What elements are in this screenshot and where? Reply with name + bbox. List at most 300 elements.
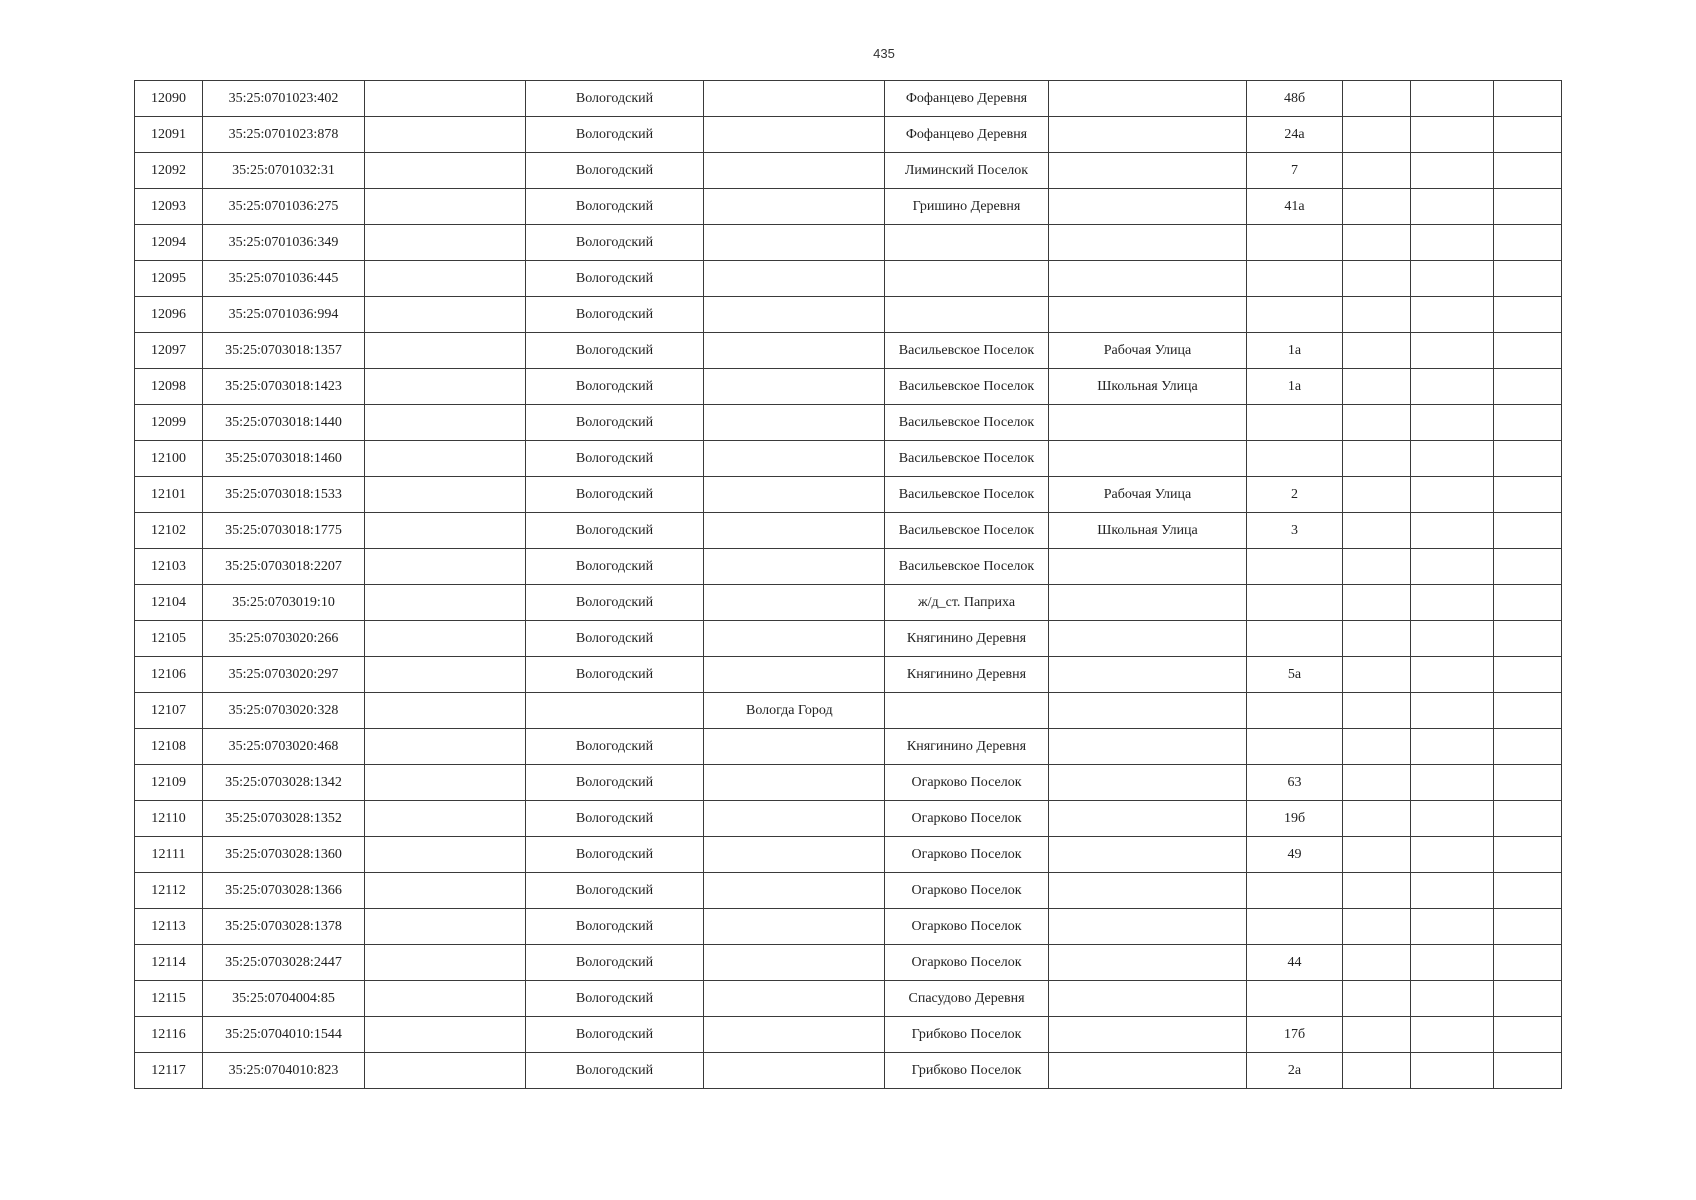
district-cell: Вологодский (526, 297, 704, 333)
empty-cell (1343, 441, 1411, 477)
house-number-cell (1247, 225, 1343, 261)
house-number-cell (1247, 729, 1343, 765)
locality-cell: Огарково Поселок (885, 801, 1049, 837)
table-row (135, 549, 1562, 585)
town-cell (704, 513, 885, 549)
street-cell: Рабочая Улица (1049, 477, 1247, 513)
locality-cell (885, 261, 1049, 297)
empty-cell (1343, 945, 1411, 981)
locality-cell: Княгинино Деревня (885, 657, 1049, 693)
table-row (135, 405, 1562, 441)
empty-cell (1494, 873, 1562, 909)
district-cell: Вологодский (526, 441, 704, 477)
empty-cell (1343, 621, 1411, 657)
empty-cell (365, 837, 526, 873)
empty-cell (1343, 369, 1411, 405)
locality-cell: Огарково Поселок (885, 837, 1049, 873)
row-number-cell: 12094 (135, 225, 203, 261)
cadastral-number-cell: 35:25:0703020:266 (203, 621, 365, 657)
town-cell (704, 441, 885, 477)
empty-cell (1494, 585, 1562, 621)
district-cell: Вологодский (526, 1017, 704, 1053)
street-cell (1049, 729, 1247, 765)
house-number-cell: 5а (1247, 657, 1343, 693)
town-cell (704, 189, 885, 225)
empty-cell (1343, 837, 1411, 873)
table-row (135, 693, 1562, 729)
house-number-cell: 1а (1247, 369, 1343, 405)
empty-cell (1343, 81, 1411, 117)
empty-cell (1343, 765, 1411, 801)
empty-cell (1494, 81, 1562, 117)
table-row (135, 585, 1562, 621)
street-cell (1049, 189, 1247, 225)
row-number-cell: 12092 (135, 153, 203, 189)
empty-cell (1411, 513, 1494, 549)
house-number-cell (1247, 405, 1343, 441)
empty-cell (1411, 693, 1494, 729)
empty-cell (1494, 909, 1562, 945)
house-number-cell: 3 (1247, 513, 1343, 549)
empty-cell (1343, 1053, 1411, 1089)
street-cell (1049, 549, 1247, 585)
empty-cell (365, 765, 526, 801)
street-cell: Рабочая Улица (1049, 333, 1247, 369)
house-number-cell: 49 (1247, 837, 1343, 873)
cadastral-number-cell: 35:25:0703020:468 (203, 729, 365, 765)
row-number-cell: 12114 (135, 945, 203, 981)
town-cell (704, 801, 885, 837)
district-cell: Вологодский (526, 405, 704, 441)
row-number-cell: 12104 (135, 585, 203, 621)
locality-cell: Васильевское Поселок (885, 477, 1049, 513)
empty-cell (1494, 513, 1562, 549)
row-number-cell: 12116 (135, 1017, 203, 1053)
table-row (135, 657, 1562, 693)
row-number-cell: 12100 (135, 441, 203, 477)
locality-cell: Огарково Поселок (885, 873, 1049, 909)
town-cell (704, 945, 885, 981)
empty-cell (365, 333, 526, 369)
district-cell: Вологодский (526, 189, 704, 225)
empty-cell (365, 405, 526, 441)
locality-cell: Фофанцево Деревня (885, 81, 1049, 117)
cadastral-number-cell: 35:25:0703028:2447 (203, 945, 365, 981)
empty-cell (1494, 837, 1562, 873)
empty-cell (365, 657, 526, 693)
street-cell (1049, 297, 1247, 333)
cadastral-number-cell: 35:25:0703018:1533 (203, 477, 365, 513)
house-number-cell (1247, 909, 1343, 945)
empty-cell (1494, 117, 1562, 153)
empty-cell (1411, 945, 1494, 981)
empty-cell (1494, 765, 1562, 801)
district-cell: Вологодский (526, 261, 704, 297)
empty-cell (1411, 873, 1494, 909)
empty-cell (1494, 153, 1562, 189)
empty-cell (365, 1053, 526, 1089)
town-cell (704, 261, 885, 297)
district-cell: Вологодский (526, 513, 704, 549)
locality-cell: Огарково Поселок (885, 909, 1049, 945)
empty-cell (365, 945, 526, 981)
empty-cell (1343, 657, 1411, 693)
district-cell: Вологодский (526, 945, 704, 981)
empty-cell (1411, 765, 1494, 801)
locality-cell: Васильевское Поселок (885, 441, 1049, 477)
town-cell (704, 621, 885, 657)
empty-cell (1494, 981, 1562, 1017)
table-body (135, 81, 1562, 1089)
table-row (135, 1053, 1562, 1089)
empty-cell (1343, 189, 1411, 225)
street-cell (1049, 837, 1247, 873)
street-cell (1049, 261, 1247, 297)
town-cell (704, 153, 885, 189)
row-number-cell: 12112 (135, 873, 203, 909)
locality-cell: Грибково Поселок (885, 1053, 1049, 1089)
house-number-cell: 24а (1247, 117, 1343, 153)
town-cell (704, 729, 885, 765)
street-cell (1049, 1017, 1247, 1053)
row-number-cell: 12093 (135, 189, 203, 225)
district-cell: Вологодский (526, 765, 704, 801)
town-cell (704, 477, 885, 513)
empty-cell (1411, 297, 1494, 333)
district-cell: Вологодский (526, 801, 704, 837)
empty-cell (1411, 405, 1494, 441)
town-cell (704, 549, 885, 585)
house-number-cell: 2а (1247, 1053, 1343, 1089)
house-number-cell: 41а (1247, 189, 1343, 225)
table-row (135, 621, 1562, 657)
locality-cell: Фофанцево Деревня (885, 117, 1049, 153)
district-cell: Вологодский (526, 981, 704, 1017)
empty-cell (1343, 333, 1411, 369)
cadastral-number-cell: 35:25:0701036:349 (203, 225, 365, 261)
street-cell (1049, 945, 1247, 981)
district-cell: Вологодский (526, 1053, 704, 1089)
table-row (135, 369, 1562, 405)
street-cell (1049, 117, 1247, 153)
district-cell: Вологодский (526, 585, 704, 621)
row-number-cell: 12108 (135, 729, 203, 765)
row-number-cell: 12095 (135, 261, 203, 297)
empty-cell (1411, 153, 1494, 189)
town-cell (704, 225, 885, 261)
locality-cell: Княгинино Деревня (885, 621, 1049, 657)
street-cell (1049, 873, 1247, 909)
house-number-cell (1247, 261, 1343, 297)
empty-cell (365, 81, 526, 117)
table-row (135, 837, 1562, 873)
cadastral-number-cell: 35:25:0701023:402 (203, 81, 365, 117)
empty-cell (1343, 549, 1411, 585)
house-number-cell: 7 (1247, 153, 1343, 189)
table-row (135, 117, 1562, 153)
empty-cell (365, 513, 526, 549)
cadastral-number-cell: 35:25:0703019:10 (203, 585, 365, 621)
table-row (135, 981, 1562, 1017)
empty-cell (365, 153, 526, 189)
table-row (135, 945, 1562, 981)
locality-cell: ж/д_ст. Паприха (885, 585, 1049, 621)
empty-cell (1411, 657, 1494, 693)
district-cell: Вологодский (526, 477, 704, 513)
locality-cell: Огарково Поселок (885, 765, 1049, 801)
empty-cell (365, 261, 526, 297)
town-cell (704, 117, 885, 153)
empty-cell (1411, 909, 1494, 945)
table-row (135, 225, 1562, 261)
row-number-cell: 12106 (135, 657, 203, 693)
cadastral-number-cell: 35:25:0703018:1440 (203, 405, 365, 441)
house-number-cell: 48б (1247, 81, 1343, 117)
cadastral-number-cell: 35:25:0703028:1366 (203, 873, 365, 909)
district-cell: Вологодский (526, 225, 704, 261)
row-number-cell: 12103 (135, 549, 203, 585)
table-row (135, 333, 1562, 369)
empty-cell (365, 621, 526, 657)
table-row (135, 801, 1562, 837)
table-row (135, 153, 1562, 189)
locality-cell: Васильевское Поселок (885, 513, 1049, 549)
cadastral-number-cell: 35:25:0701036:445 (203, 261, 365, 297)
cadastral-number-cell: 35:25:0703018:1423 (203, 369, 365, 405)
empty-cell (1411, 261, 1494, 297)
locality-cell: Лиминский Поселок (885, 153, 1049, 189)
row-number-cell: 12113 (135, 909, 203, 945)
locality-cell: Огарково Поселок (885, 945, 1049, 981)
empty-cell (1343, 729, 1411, 765)
street-cell (1049, 765, 1247, 801)
empty-cell (1494, 549, 1562, 585)
locality-cell: Васильевское Поселок (885, 405, 1049, 441)
district-cell: Вологодский (526, 369, 704, 405)
empty-cell (1343, 513, 1411, 549)
locality-cell: Васильевское Поселок (885, 549, 1049, 585)
locality-cell: Княгинино Деревня (885, 729, 1049, 765)
street-cell (1049, 693, 1247, 729)
locality-cell: Спасудово Деревня (885, 981, 1049, 1017)
empty-cell (1411, 837, 1494, 873)
cadastral-number-cell: 35:25:0703020:297 (203, 657, 365, 693)
cadastral-number-cell: 35:25:0703018:2207 (203, 549, 365, 585)
cadastral-number-cell: 35:25:0703028:1360 (203, 837, 365, 873)
cadastral-number-cell: 35:25:0704010:1544 (203, 1017, 365, 1053)
town-cell (704, 909, 885, 945)
row-number-cell: 12101 (135, 477, 203, 513)
cadastral-number-cell: 35:25:0703028:1352 (203, 801, 365, 837)
row-number-cell: 12102 (135, 513, 203, 549)
town-cell (704, 81, 885, 117)
house-number-cell (1247, 297, 1343, 333)
district-cell: Вологодский (526, 81, 704, 117)
row-number-cell: 12105 (135, 621, 203, 657)
empty-cell (1494, 333, 1562, 369)
empty-cell (1411, 801, 1494, 837)
row-number-cell: 12096 (135, 297, 203, 333)
table-row (135, 765, 1562, 801)
district-cell: Вологодский (526, 729, 704, 765)
house-number-cell (1247, 981, 1343, 1017)
district-cell: Вологодский (526, 621, 704, 657)
empty-cell (1343, 801, 1411, 837)
empty-cell (1343, 225, 1411, 261)
empty-cell (365, 729, 526, 765)
property-register-table (134, 80, 1562, 1089)
empty-cell (365, 909, 526, 945)
cadastral-number-cell: 35:25:0703020:328 (203, 693, 365, 729)
empty-cell (1411, 981, 1494, 1017)
empty-cell (1411, 189, 1494, 225)
empty-cell (1343, 873, 1411, 909)
table-row (135, 261, 1562, 297)
empty-cell (365, 585, 526, 621)
empty-cell (1411, 441, 1494, 477)
empty-cell (1494, 1017, 1562, 1053)
district-cell: Вологодский (526, 837, 704, 873)
empty-cell (1411, 477, 1494, 513)
empty-cell (1494, 693, 1562, 729)
street-cell (1049, 225, 1247, 261)
empty-cell (1494, 945, 1562, 981)
cadastral-number-cell: 35:25:0701036:275 (203, 189, 365, 225)
empty-cell (365, 117, 526, 153)
cadastral-number-cell: 35:25:0701023:878 (203, 117, 365, 153)
town-cell (704, 297, 885, 333)
empty-cell (1343, 477, 1411, 513)
town-cell (704, 1053, 885, 1089)
house-number-cell (1247, 441, 1343, 477)
row-number-cell: 12117 (135, 1053, 203, 1089)
house-number-cell (1247, 621, 1343, 657)
empty-cell (365, 441, 526, 477)
empty-cell (1411, 1053, 1494, 1089)
empty-cell (1494, 405, 1562, 441)
district-cell: Вологодский (526, 153, 704, 189)
town-cell (704, 585, 885, 621)
row-number-cell: 12097 (135, 333, 203, 369)
district-cell: Вологодский (526, 657, 704, 693)
empty-cell (1494, 261, 1562, 297)
empty-cell (1494, 729, 1562, 765)
empty-cell (1343, 693, 1411, 729)
empty-cell (365, 549, 526, 585)
table-row (135, 873, 1562, 909)
empty-cell (1494, 441, 1562, 477)
empty-cell (1494, 189, 1562, 225)
row-number-cell: 12109 (135, 765, 203, 801)
locality-cell (885, 225, 1049, 261)
town-cell (704, 333, 885, 369)
row-number-cell: 12107 (135, 693, 203, 729)
cadastral-number-cell: 35:25:0703018:1357 (203, 333, 365, 369)
table-row (135, 441, 1562, 477)
house-number-cell: 19б (1247, 801, 1343, 837)
street-cell (1049, 621, 1247, 657)
locality-cell: Гришино Деревня (885, 189, 1049, 225)
cadastral-number-cell: 35:25:0703028:1342 (203, 765, 365, 801)
street-cell (1049, 441, 1247, 477)
table-row (135, 189, 1562, 225)
empty-cell (1343, 153, 1411, 189)
table-row (135, 297, 1562, 333)
empty-cell (1343, 405, 1411, 441)
row-number-cell: 12115 (135, 981, 203, 1017)
empty-cell (365, 1017, 526, 1053)
cadastral-number-cell: 35:25:0701036:994 (203, 297, 365, 333)
town-cell (704, 981, 885, 1017)
row-number-cell: 12099 (135, 405, 203, 441)
empty-cell (1494, 225, 1562, 261)
locality-cell: Васильевское Поселок (885, 333, 1049, 369)
town-cell (704, 405, 885, 441)
district-cell: Вологодский (526, 117, 704, 153)
empty-cell (1411, 225, 1494, 261)
empty-cell (1494, 657, 1562, 693)
empty-cell (1411, 621, 1494, 657)
town-cell (704, 657, 885, 693)
street-cell (1049, 81, 1247, 117)
town-cell (704, 873, 885, 909)
row-number-cell: 12110 (135, 801, 203, 837)
locality-cell (885, 297, 1049, 333)
empty-cell (1411, 729, 1494, 765)
street-cell (1049, 1053, 1247, 1089)
town-cell (704, 1017, 885, 1053)
empty-cell (365, 801, 526, 837)
house-number-cell: 17б (1247, 1017, 1343, 1053)
empty-cell (1343, 1017, 1411, 1053)
town-cell (704, 837, 885, 873)
empty-cell (1411, 81, 1494, 117)
street-cell (1049, 909, 1247, 945)
empty-cell (1411, 117, 1494, 153)
town-cell (704, 369, 885, 405)
district-cell: Вологодский (526, 333, 704, 369)
street-cell (1049, 585, 1247, 621)
empty-cell (1343, 909, 1411, 945)
page-number: 435 (873, 46, 895, 61)
house-number-cell: 1а (1247, 333, 1343, 369)
cadastral-number-cell: 35:25:0704010:823 (203, 1053, 365, 1089)
cadastral-number-cell: 35:25:0704004:85 (203, 981, 365, 1017)
table-row (135, 513, 1562, 549)
row-number-cell: 12098 (135, 369, 203, 405)
empty-cell (1411, 1017, 1494, 1053)
house-number-cell: 2 (1247, 477, 1343, 513)
empty-cell (365, 369, 526, 405)
empty-cell (365, 873, 526, 909)
street-cell (1049, 981, 1247, 1017)
district-cell: Вологодский (526, 873, 704, 909)
empty-cell (1494, 369, 1562, 405)
table-row (135, 729, 1562, 765)
locality-cell (885, 693, 1049, 729)
empty-cell (1411, 549, 1494, 585)
empty-cell (1343, 261, 1411, 297)
empty-cell (1494, 621, 1562, 657)
empty-cell (1411, 369, 1494, 405)
street-cell: Школьная Улица (1049, 369, 1247, 405)
row-number-cell: 12111 (135, 837, 203, 873)
street-cell (1049, 153, 1247, 189)
cadastral-number-cell: 35:25:0703018:1460 (203, 441, 365, 477)
table-row (135, 1017, 1562, 1053)
locality-cell: Грибково Поселок (885, 1017, 1049, 1053)
empty-cell (1343, 297, 1411, 333)
